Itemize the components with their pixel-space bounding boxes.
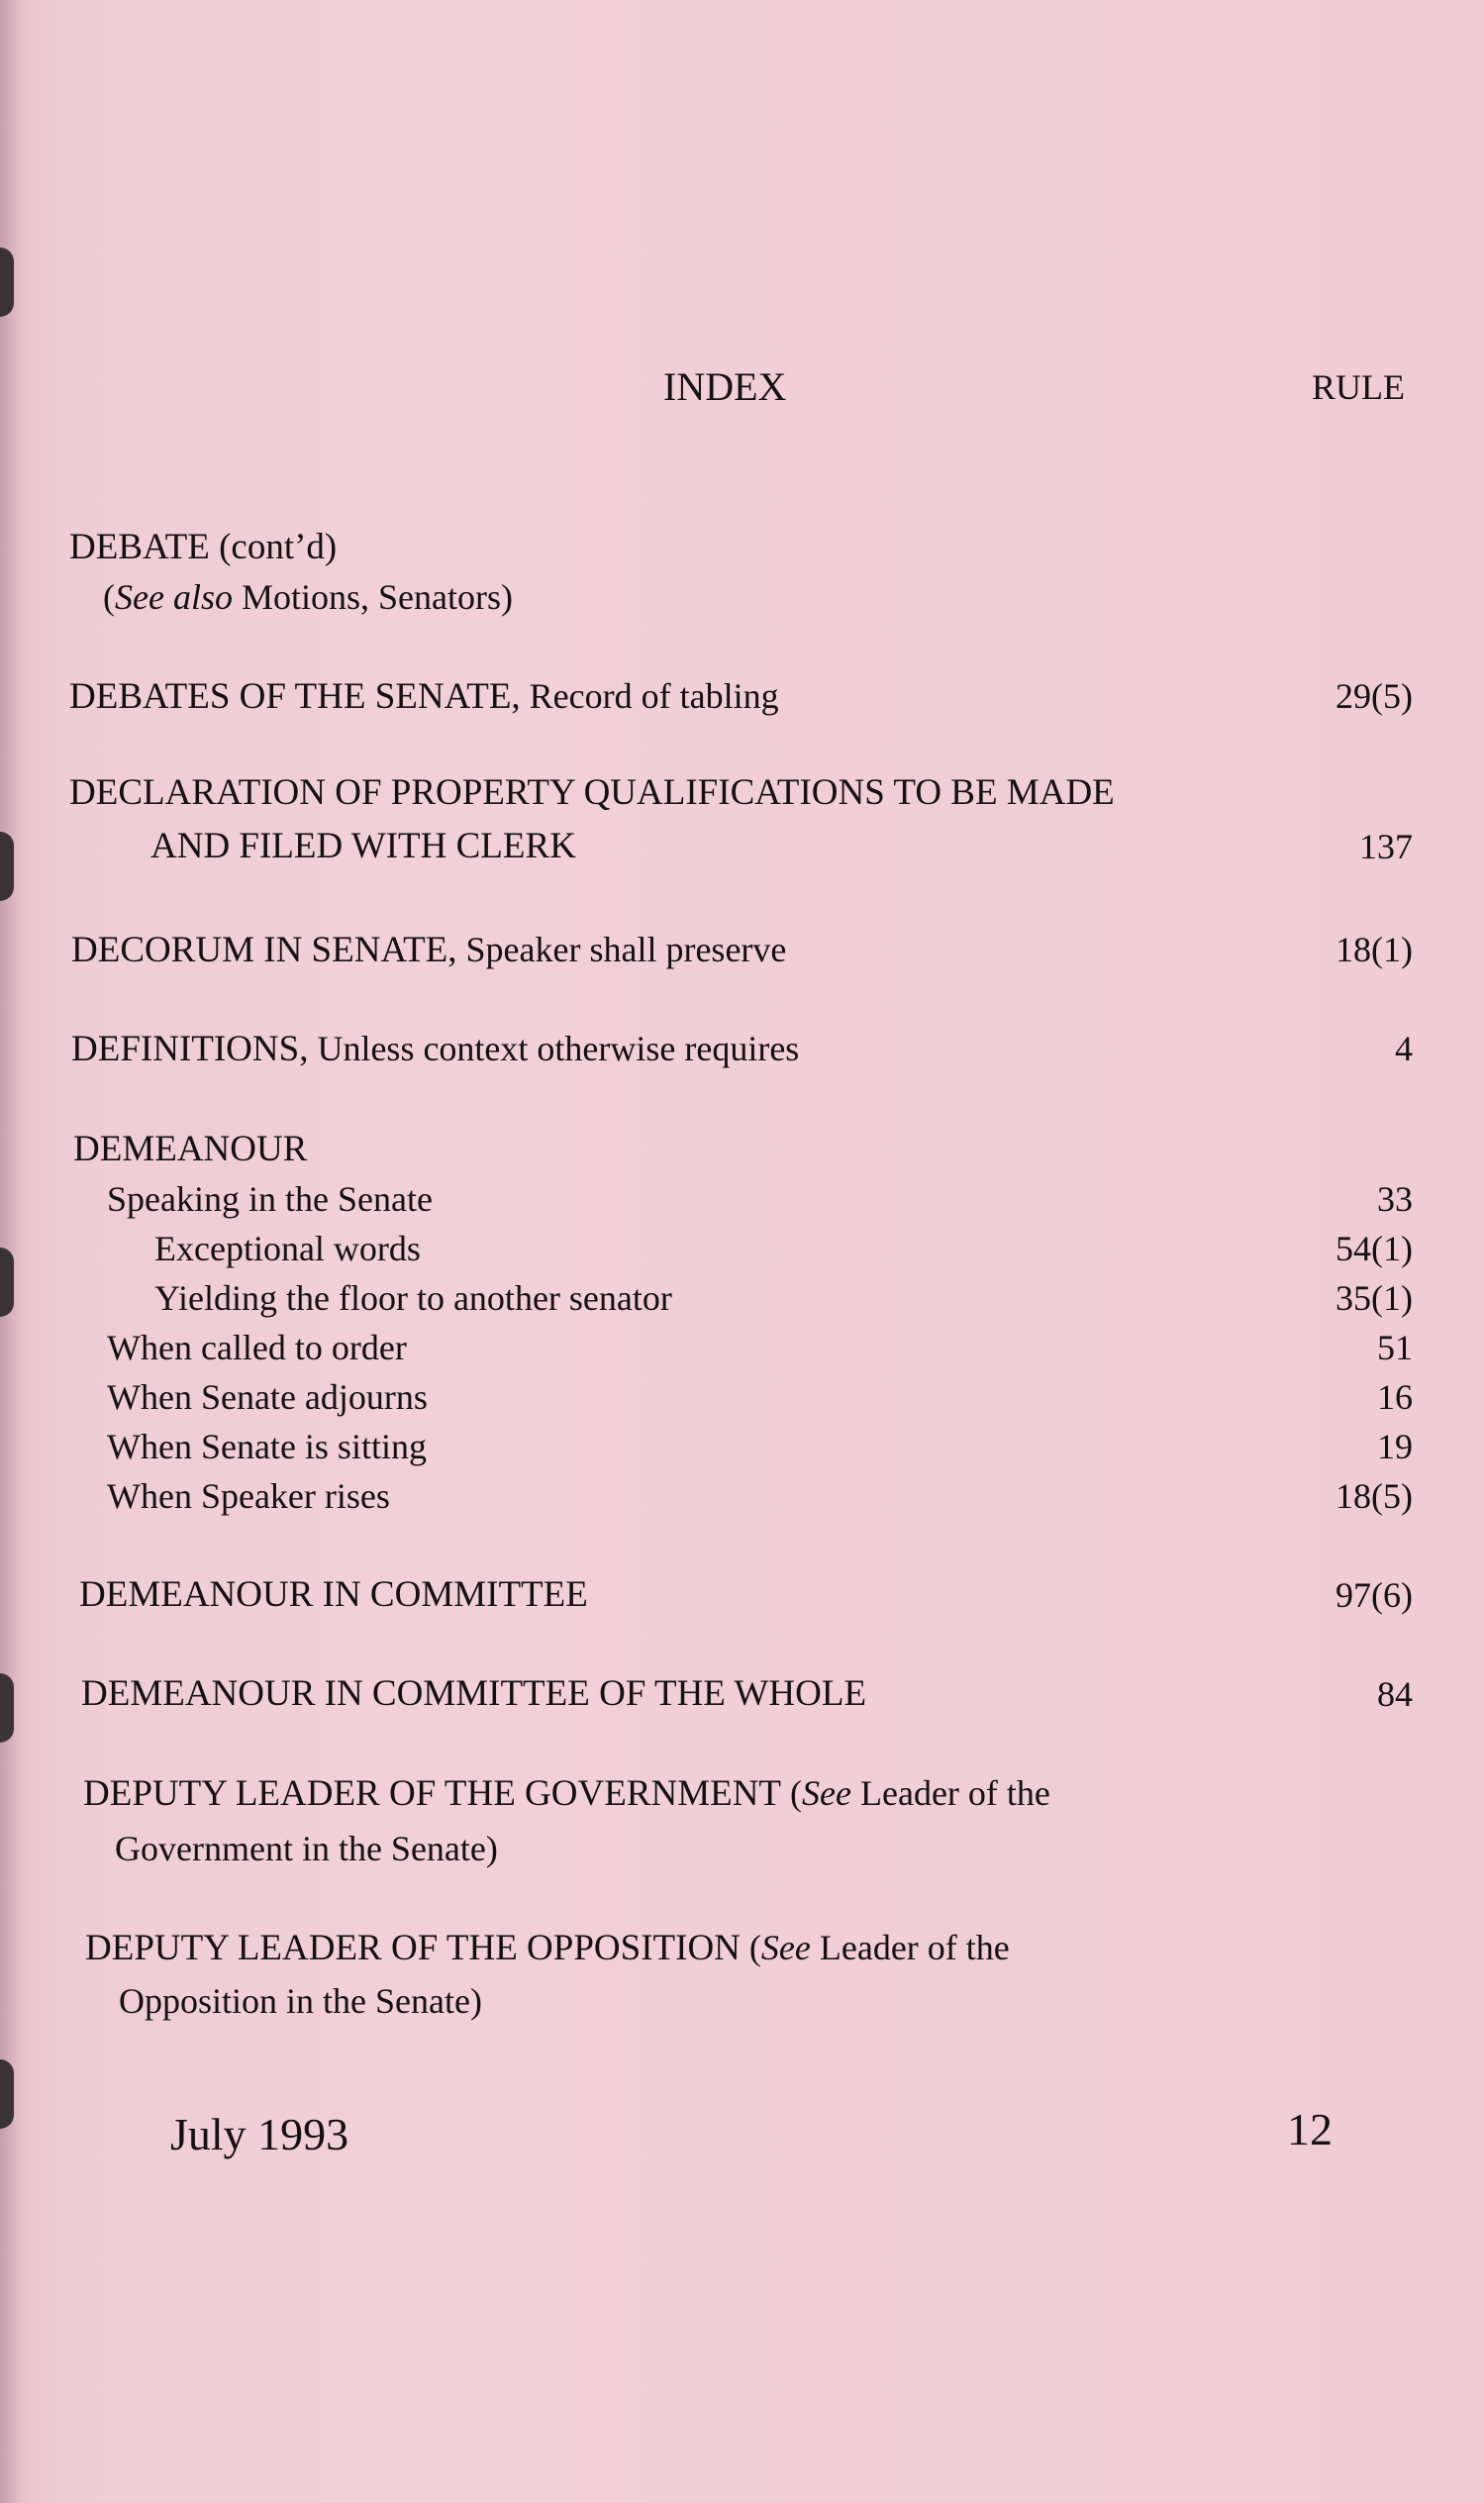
rule-number: 51 [1377, 1328, 1413, 1367]
entry-debates-of-senate: DEBATES OF THE SENATE, Record of tabling [69, 676, 779, 717]
binder-hole [0, 1673, 14, 1743]
rule-number: 35(1) [1336, 1278, 1413, 1318]
rule-number: 97(6) [1336, 1575, 1413, 1615]
rule-number: 54(1) [1336, 1229, 1413, 1268]
rule-number: 19 [1377, 1427, 1413, 1466]
entry-decorum: DECORUM IN SENATE, Speaker shall preserve [71, 930, 787, 970]
entry-definitions: DEFINITIONS, Unless context otherwise requires [71, 1029, 800, 1069]
sub-entry-label: Speaking in the Senate [107, 1179, 433, 1219]
entry-deputy-leader-opposition: DEPUTY LEADER OF THE OPPOSITION (See Leader of the [85, 1928, 1010, 1968]
rule-number: 18(5) [1336, 1476, 1413, 1516]
entry-heading: DEMEANOUR IN COMMITTEE OF THE WHOLE [81, 1673, 867, 1714]
entry-continuation: Government in the Senate) [115, 1829, 498, 1868]
entry-heading: DEBATE (cont’d) [69, 527, 338, 567]
index-title: INDEX [663, 364, 787, 409]
binder-hole [0, 832, 14, 901]
entry-heading: DEMEANOUR IN COMMITTEE [79, 1574, 588, 1615]
binder-hole [0, 248, 14, 317]
entry-see-also: (See also Motions, Senators) [103, 577, 513, 617]
rule-number: 137 [1359, 827, 1413, 866]
rule-number: 29(5) [1336, 676, 1413, 716]
entry-deputy-leader-government: DEPUTY LEADER OF THE GOVERNMENT (See Leader of the [83, 1773, 1050, 1814]
sub-entry-label: When Senate adjourns [107, 1377, 428, 1417]
rule-number: 16 [1377, 1377, 1413, 1417]
entry-heading: DEMEANOUR [73, 1129, 308, 1169]
entry-declaration-line2: AND FILED WITH CLERK [150, 826, 576, 866]
rule-number: 84 [1377, 1674, 1413, 1714]
entry-continuation: Opposition in the Senate) [119, 1981, 482, 2021]
sub-entry-label: When called to order [107, 1328, 407, 1367]
binder-hole [0, 1248, 14, 1317]
rule-column-label: RULE [1312, 367, 1405, 407]
sub-entry-label: Exceptional words [154, 1229, 421, 1268]
sub-entry-label: When Senate is sitting [107, 1427, 427, 1466]
entry-declaration-line1: DECLARATION OF PROPERTY QUALIFICATIONS TO BE MADE [69, 772, 1115, 813]
rule-number: 4 [1395, 1029, 1413, 1068]
page-number: 12 [1287, 2104, 1333, 2154]
sub-entry-label: Yielding the floor to another senator [154, 1278, 672, 1318]
rule-number: 33 [1377, 1179, 1413, 1219]
binder-hole [0, 2059, 14, 2129]
sub-entry-label: When Speaker rises [107, 1476, 390, 1516]
rule-number: 18(1) [1336, 930, 1413, 969]
footer-date: July 1993 [170, 2109, 349, 2159]
